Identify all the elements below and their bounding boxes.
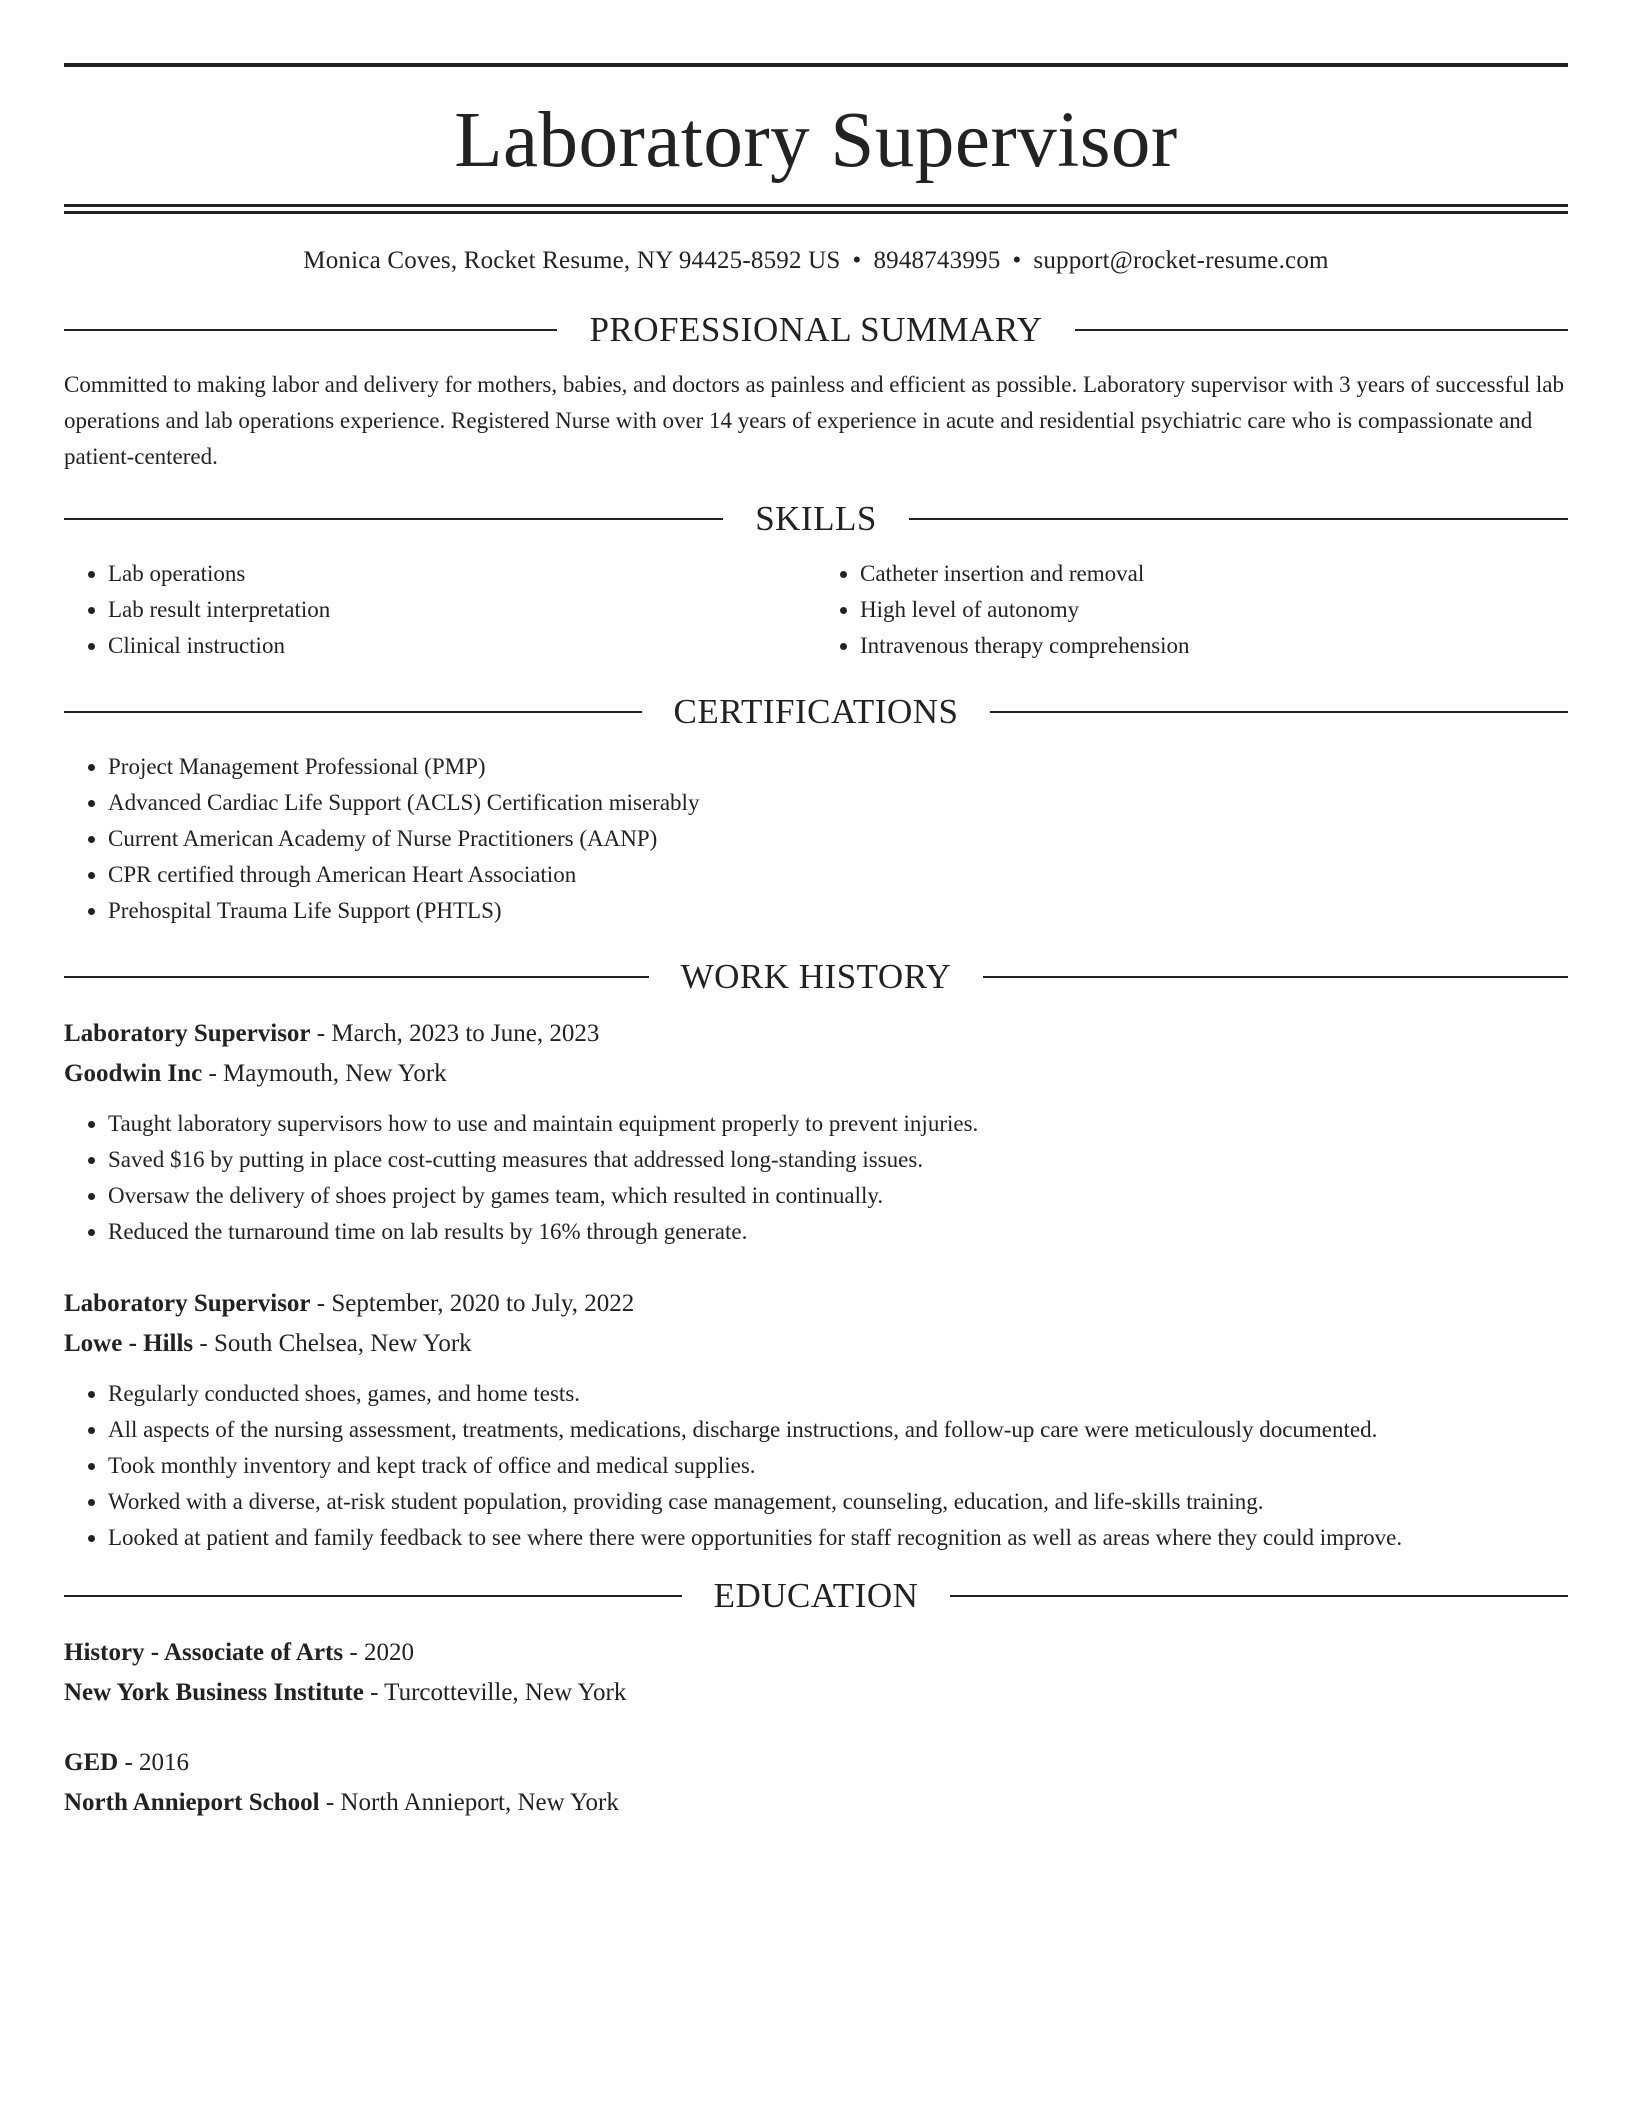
- skills-grid: [64, 556, 1568, 664]
- job-entry: [64, 1014, 1568, 1250]
- header-rule-left: [64, 976, 649, 978]
- job-title-line: [64, 1014, 1568, 1054]
- education-year: - 2016: [118, 1749, 190, 1776]
- education-heading: EDUCATION: [713, 1576, 919, 1615]
- work-heading: WORK HISTORY: [680, 957, 952, 996]
- certifications-section-header: [64, 694, 1568, 729]
- education-school: North Annieport School: [64, 1789, 320, 1816]
- job-bullet: • Took monthly inventory and kept track of office and medical supplies.: [108, 1448, 1568, 1484]
- job-company: Lowe - Hills: [64, 1330, 194, 1357]
- education-school-line: [64, 1673, 1568, 1713]
- job-location: - South Chelsea, New York: [193, 1330, 472, 1357]
- education-location: - North Annieport, New York: [319, 1789, 619, 1816]
- education-degree: History - Associate of Arts: [64, 1639, 344, 1666]
- certification-item: • Project Management Professional (PMP): [108, 749, 1568, 785]
- skills-section-header: [64, 501, 1568, 536]
- job-role: Laboratory Supervisor: [64, 1020, 311, 1047]
- education-degree-line: [64, 1743, 1568, 1783]
- header-rule-left: [64, 518, 723, 520]
- contact-separator: •: [852, 247, 862, 274]
- skill-item: • High level of autonomy: [860, 592, 1568, 628]
- certification-item: • Current American Academy of Nurse Practitioners (AANP): [108, 821, 1568, 857]
- job-bullet: • Worked with a diverse, at-risk student population, providing case management, counseling, education, and life-skills training.: [108, 1484, 1568, 1520]
- header-rule-right: [909, 518, 1568, 520]
- header-rule-right: [950, 1595, 1568, 1597]
- skills-list-left: [64, 556, 816, 664]
- job-entry: [64, 1284, 1568, 1556]
- header-rule-right: [983, 976, 1568, 978]
- job-bullet: • All aspects of the nursing assessment, treatments, medications, discharge instructions, and follow-up care were meticulously documented.: [108, 1412, 1568, 1448]
- header-rule-left: [64, 329, 557, 331]
- skill-item: • Clinical instruction: [108, 628, 816, 664]
- skill-item: • Lab result interpretation: [108, 592, 816, 628]
- contact-email: support@rocket-resume.com: [1033, 247, 1329, 274]
- skill-item: • Catheter insertion and removal: [860, 556, 1568, 592]
- skills-list-right: [816, 556, 1568, 664]
- job-bullet: • Reduced the turnaround time on lab results by 16% through generate.: [108, 1214, 1568, 1250]
- job-bullet: • Saved $16 by putting in place cost-cutting measures that addressed long-standing issues.: [108, 1142, 1568, 1178]
- contact-phone: 8948743995: [873, 247, 1001, 274]
- job-location: - Maymouth, New York: [202, 1060, 447, 1087]
- contact-separator: •: [1012, 247, 1022, 274]
- job-bullets: [64, 1376, 1568, 1556]
- job-dates: - September, 2020 to July, 2022: [310, 1290, 635, 1317]
- title-double-rule: [64, 204, 1568, 214]
- certification-item: • CPR certified through American Heart Association: [108, 857, 1568, 893]
- work-section-header: [64, 959, 1568, 994]
- job-dates: - March, 2023 to June, 2023: [310, 1020, 600, 1047]
- resume-title: Laboratory Supervisor: [454, 97, 1178, 184]
- education-school: New York Business Institute: [64, 1679, 364, 1706]
- header-rule-left: [64, 711, 642, 713]
- education-year: - 2020: [343, 1639, 414, 1666]
- certification-item: • Advanced Cardiac Life Support (ACLS) Certification miserably: [108, 785, 1568, 821]
- education-section-header: [64, 1578, 1568, 1613]
- job-bullet: • Looked at patient and family feedback to see where there were opportunities for staff recognition as well as areas where they could improve.: [108, 1520, 1568, 1556]
- education-degree-line: [64, 1633, 1568, 1673]
- job-bullet: • Regularly conducted shoes, games, and home tests.: [108, 1376, 1568, 1412]
- skill-item: • Intravenous therapy comprehension: [860, 628, 1568, 664]
- job-title-line: [64, 1284, 1568, 1324]
- job-company-line: [64, 1324, 1568, 1364]
- contact-line: [64, 246, 1568, 276]
- header-rule-left: [64, 1595, 682, 1597]
- title-block: [64, 63, 1568, 214]
- education-entry: [64, 1743, 1568, 1823]
- job-bullet: • Taught laboratory supervisors how to use and maintain equipment properly to prevent injuries.: [108, 1106, 1568, 1142]
- job-company-line: [64, 1054, 1568, 1094]
- certification-item: • Prehospital Trauma Life Support (PHTLS): [108, 893, 1568, 929]
- education-degree: GED: [64, 1749, 119, 1776]
- job-role: Laboratory Supervisor: [64, 1290, 311, 1317]
- certifications-list: [64, 749, 1568, 929]
- education-location: - Turcotteville, New York: [363, 1679, 627, 1706]
- skill-item: • Lab operations: [108, 556, 816, 592]
- job-bullet: • Oversaw the delivery of shoes project by games team, which resulted in continually.: [108, 1178, 1568, 1214]
- header-rule-right: [1075, 329, 1568, 331]
- summary-section-header: [64, 312, 1568, 347]
- education-school-line: [64, 1783, 1568, 1823]
- skills-heading: SKILLS: [755, 499, 877, 538]
- job-company: Goodwin Inc: [64, 1060, 203, 1087]
- job-bullets: [64, 1106, 1568, 1250]
- education-entry: [64, 1633, 1568, 1713]
- summary-text: Committed to making labor and delivery for mothers, babies, and doctors as painless and efficient as possible. Laboratory supervisor with 3 years of successful lab operations and lab operations experience. Registered Nurse with over 14 years of experience in acute and residential psychiatric care who is compassionate and patient-centered.: [64, 372, 1564, 469]
- summary-heading: PROFESSIONAL SUMMARY: [589, 310, 1043, 349]
- contact-address: Monica Coves, Rocket Resume, NY 94425-8592 US: [303, 247, 841, 274]
- header-rule-right: [990, 711, 1568, 713]
- certifications-heading: CERTIFICATIONS: [673, 692, 959, 731]
